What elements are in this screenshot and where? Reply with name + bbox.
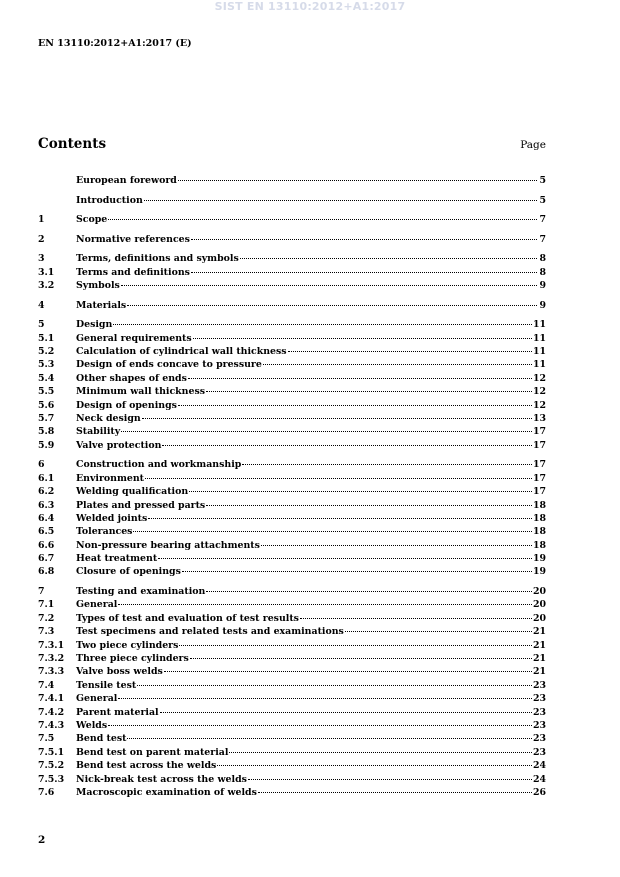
toc-entry-title: General	[76, 693, 118, 705]
toc-entry-page: 20	[532, 612, 546, 624]
toc-entry[interactable]	[38, 773, 546, 786]
toc-entry-title: Non-pressure bearing attachments	[76, 539, 260, 551]
toc-entry-page: 11	[532, 332, 546, 344]
dot-leader	[191, 239, 537, 240]
toc-entry-number: 5.4	[38, 372, 55, 384]
toc-entry-number: 3.2	[38, 280, 55, 292]
toc-entry-number: 5.5	[38, 386, 55, 398]
toc-entry-title: Scope	[76, 214, 108, 226]
toc-entry-number: 2	[38, 233, 45, 245]
toc-entry-number: 7.4.2	[38, 706, 65, 718]
toc-entry-page: 24	[532, 773, 546, 785]
toc-entry[interactable]	[38, 679, 546, 692]
toc-entry-number: 5.7	[38, 412, 55, 424]
dot-leader	[263, 364, 532, 365]
toc-entry-title: Macroscopic examination of welds	[76, 786, 257, 798]
toc-entry[interactable]	[38, 525, 546, 538]
toc-entry-number: 7.4	[38, 679, 55, 691]
toc-entry-number: 6.3	[38, 499, 55, 511]
toc-entry-title: Symbols	[76, 280, 120, 292]
toc-entry-number: 6.7	[38, 553, 55, 565]
toc-entry-page: 8	[539, 253, 546, 265]
toc-entry[interactable]	[38, 194, 546, 207]
toc-entry-title: Valve protection	[76, 439, 162, 451]
toc-entry-page: 18	[532, 526, 546, 538]
dot-leader	[113, 324, 532, 325]
dot-leader	[108, 219, 537, 220]
toc-entry-title: Introduction	[76, 194, 143, 206]
dot-leader	[288, 351, 532, 352]
toc-entry-number: 7.1	[38, 599, 55, 611]
toc-entry-number: 6.4	[38, 512, 55, 524]
toc-entry-page: 12	[532, 386, 546, 398]
dot-leader	[158, 558, 532, 559]
dot-leader	[137, 685, 532, 686]
toc-entry[interactable]	[38, 499, 546, 512]
toc-entry-title: Valve boss welds	[76, 666, 163, 678]
toc-entry-page: 20	[532, 586, 546, 598]
page-column-label: Page	[520, 139, 546, 151]
toc-entry[interactable]	[38, 719, 546, 732]
dot-leader	[133, 531, 531, 532]
toc-entry-title: Closure of openings	[76, 566, 181, 578]
contents-heading: Contents	[38, 136, 107, 152]
toc-entry-number: 7.3.2	[38, 653, 65, 664]
toc-entry-page: 20	[532, 599, 546, 611]
dot-leader	[121, 431, 532, 432]
toc-entry[interactable]	[38, 539, 546, 552]
toc-entry[interactable]	[38, 692, 546, 705]
toc-entry-title: Tolerances	[76, 526, 133, 538]
toc-entry[interactable]	[38, 759, 546, 772]
toc-entry-page: 11	[532, 346, 546, 358]
dot-leader	[193, 338, 532, 339]
toc-entry[interactable]	[38, 665, 546, 678]
toc-entry[interactable]	[38, 279, 546, 292]
toc-entry-title: Construction and workmanship	[76, 459, 242, 471]
toc-entry-page: 7	[539, 233, 546, 245]
toc-entry-title: Bend test on parent material	[76, 746, 229, 758]
toc-entry[interactable]	[38, 399, 546, 412]
dot-leader	[164, 671, 532, 672]
toc-entry[interactable]	[38, 585, 546, 598]
dot-leader	[162, 445, 532, 446]
table-of-contents	[38, 174, 546, 799]
watermark: SIST EN 13110:2012+A1:2017	[214, 0, 406, 13]
toc-entry-page: 12	[532, 372, 546, 384]
toc-entry-number: 5.3	[38, 359, 55, 371]
toc-entry-page: 18	[532, 539, 546, 551]
toc-entry-page: 17	[532, 459, 546, 471]
dot-leader	[160, 712, 532, 713]
toc-entry[interactable]	[38, 266, 546, 279]
toc-entry-page: 18	[532, 499, 546, 511]
dot-leader	[127, 305, 537, 306]
toc-entry-number: 5	[38, 319, 45, 331]
toc-entry[interactable]	[38, 612, 546, 625]
toc-entry[interactable]	[38, 385, 546, 398]
toc-entry[interactable]	[38, 706, 546, 719]
toc-entry-title: Environment	[76, 472, 145, 484]
toc-entry[interactable]	[38, 652, 546, 665]
toc-entry-title: Three piece cylinders	[76, 653, 189, 664]
toc-entry-title: Bend test across the welds	[76, 760, 217, 772]
toc-entry-page: 23	[532, 693, 546, 705]
toc-entry-number: 6.5	[38, 526, 55, 538]
toc-entry-page: 17	[532, 472, 546, 484]
toc-entry[interactable]	[38, 345, 546, 358]
toc-entry-page: 23	[532, 719, 546, 731]
toc-entry-title: Welding qualification	[76, 486, 189, 498]
toc-entry[interactable]	[38, 252, 546, 265]
dot-leader	[178, 180, 537, 181]
toc-entry-number: 5.6	[38, 399, 55, 411]
toc-entry[interactable]	[38, 565, 546, 578]
toc-entry-title: Terms and definitions	[76, 266, 190, 278]
toc-entry-page: 21	[532, 653, 546, 664]
toc-entry-number: 7.3.3	[38, 666, 65, 678]
toc-entry-page: 9	[539, 299, 546, 311]
toc-entry-title: Testing and examination	[76, 586, 206, 598]
toc-entry-number: 1	[38, 214, 45, 226]
toc-entry-page: 17	[532, 486, 546, 498]
toc-entry[interactable]	[38, 213, 546, 226]
toc-entry-page: 21	[532, 626, 546, 638]
toc-entry-number: 6.6	[38, 539, 55, 551]
toc-entry-title: Design	[76, 319, 113, 331]
toc-entry-number: 7.5.2	[38, 760, 65, 772]
toc-entry[interactable]	[38, 458, 546, 471]
toc-entry-number: 5.9	[38, 439, 55, 451]
toc-entry-title: General requirements	[76, 332, 192, 344]
toc-entry-number: 7.3.1	[38, 639, 65, 651]
toc-entry-title: Tensile test	[76, 679, 137, 691]
toc-entry-title: Other shapes of ends	[76, 372, 187, 384]
toc-entry[interactable]	[38, 598, 546, 611]
dot-leader	[127, 738, 532, 739]
toc-entry-title: Plates and pressed parts	[76, 499, 206, 511]
toc-entry-title: Test specimens and related tests and examinations	[76, 626, 344, 638]
dot-leader	[242, 464, 532, 465]
toc-entry-page: 7	[539, 214, 546, 226]
toc-entry-number: 6.8	[38, 566, 55, 578]
toc-entry[interactable]	[38, 412, 546, 425]
toc-entry-number: 7.4.3	[38, 719, 65, 731]
toc-entry-number: 7.2	[38, 612, 55, 624]
toc-entry-number: 7.5.1	[38, 746, 65, 758]
dot-leader	[179, 645, 532, 646]
toc-entry-number: 7.6	[38, 786, 55, 798]
toc-entry[interactable]	[38, 732, 546, 745]
dot-leader	[144, 200, 537, 201]
toc-entry[interactable]	[38, 425, 546, 438]
toc-entry-title: Calculation of cylindrical wall thickness	[76, 346, 287, 358]
toc-entry-title: Design of ends concave to pressure	[76, 359, 262, 371]
toc-entry-number: 5.8	[38, 426, 55, 438]
dot-leader	[206, 591, 532, 592]
toc-entry[interactable]	[38, 472, 546, 485]
toc-entry-title: Welded joints	[76, 512, 148, 524]
toc-entry-title: Nick-break test across the welds	[76, 773, 247, 785]
toc-entry[interactable]	[38, 372, 546, 385]
dot-leader	[142, 418, 532, 419]
dot-leader	[189, 491, 532, 492]
toc-entry-page: 11	[532, 319, 546, 331]
dot-leader	[190, 658, 532, 659]
toc-entry-title: Terms, definitions and symbols	[76, 253, 239, 265]
toc-entry-number: 5.2	[38, 346, 55, 358]
toc-entry-page: 8	[539, 266, 546, 278]
toc-entry-number: 7.4.1	[38, 693, 65, 705]
toc-entry-page: 17	[532, 439, 546, 451]
dot-leader	[188, 378, 532, 379]
toc-entry-number: 6.1	[38, 472, 55, 484]
toc-entry-page: 11	[532, 359, 546, 371]
dot-leader	[121, 285, 537, 286]
toc-entry[interactable]	[38, 174, 546, 187]
toc-entry[interactable]	[38, 358, 546, 371]
toc-entry[interactable]	[38, 512, 546, 525]
toc-entry-title: Stability	[76, 426, 121, 438]
dot-leader	[148, 518, 532, 519]
toc-entry[interactable]	[38, 332, 546, 345]
toc-entry-number: 3	[38, 253, 45, 265]
toc-entry-page: 9	[539, 280, 546, 292]
dot-leader	[108, 725, 532, 726]
dot-leader	[240, 258, 537, 259]
dot-leader	[345, 631, 532, 632]
toc-entry[interactable]	[38, 639, 546, 652]
toc-entry[interactable]	[38, 625, 546, 638]
toc-entry-title: Design of openings	[76, 399, 177, 411]
toc-entry-title: Heat treatment	[76, 553, 158, 565]
toc-entry-page: 5	[539, 194, 546, 206]
dot-leader	[261, 545, 532, 546]
toc-entry-number: 7	[38, 586, 45, 598]
toc-entry-page: 26	[532, 786, 546, 798]
toc-entry-number: 6	[38, 459, 45, 471]
toc-entry[interactable]	[38, 552, 546, 565]
dot-leader	[191, 272, 537, 273]
toc-entry-page: 18	[532, 512, 546, 524]
toc-entry-title: Normative references	[76, 233, 190, 245]
dot-leader	[229, 752, 532, 753]
dot-leader	[248, 779, 532, 780]
toc-entry[interactable]	[38, 746, 546, 759]
dot-leader	[300, 618, 532, 619]
dot-leader	[145, 478, 532, 479]
toc-entry-page: 21	[532, 639, 546, 651]
toc-entry-number: 7.3	[38, 626, 55, 638]
toc-entry-title: European foreword	[76, 175, 177, 186]
toc-entry-page: 13	[532, 412, 546, 424]
dot-leader	[217, 765, 532, 766]
toc-entry[interactable]	[38, 786, 546, 799]
toc-entry-title: Parent material	[76, 706, 159, 718]
toc-entry-page: 23	[532, 746, 546, 758]
toc-entry-title: Bend test	[76, 733, 127, 745]
toc-entry-page: 19	[532, 553, 546, 565]
dot-leader	[118, 698, 532, 699]
document-identifier: EN 13110:2012+A1:2017 (E)	[38, 38, 192, 49]
toc-entry[interactable]	[38, 318, 546, 331]
toc-entry-title: Two piece cylinders	[76, 639, 179, 651]
toc-entry-page: 24	[532, 760, 546, 772]
toc-entry[interactable]	[38, 233, 546, 246]
dot-leader	[118, 604, 532, 605]
dot-leader	[206, 505, 532, 506]
toc-entry-title: Materials	[76, 299, 127, 311]
toc-entry-number: 5.1	[38, 332, 55, 344]
toc-entry[interactable]	[38, 485, 546, 498]
toc-entry-number: 4	[38, 299, 45, 311]
toc-entry-page: 12	[532, 399, 546, 411]
dot-leader	[258, 792, 532, 793]
toc-entry-number: 7.5	[38, 733, 55, 745]
toc-entry-title: General	[76, 599, 118, 611]
toc-entry-number: 7.5.3	[38, 773, 65, 785]
dot-leader	[178, 405, 532, 406]
toc-entry[interactable]	[38, 439, 546, 452]
toc-entry-page: 21	[532, 666, 546, 678]
dot-leader	[182, 571, 532, 572]
toc-entry-number: 6.2	[38, 486, 55, 498]
toc-entry-page: 23	[532, 679, 546, 691]
dot-leader	[206, 391, 532, 392]
toc-entry-title: Minimum wall thickness	[76, 386, 206, 398]
toc-entry-page: 19	[532, 566, 546, 578]
toc-entry-page: 5	[539, 175, 546, 186]
toc-entry-title: Welds	[76, 719, 108, 731]
toc-entry-title: Types of test and evaluation of test results	[76, 612, 299, 624]
toc-entry-page: 17	[532, 426, 546, 438]
toc-entry-page: 23	[532, 706, 546, 718]
toc-entry-number: 3.1	[38, 266, 55, 278]
page-number: 2	[38, 834, 46, 846]
toc-entry-page: 23	[532, 733, 546, 745]
toc-entry[interactable]	[38, 299, 546, 312]
toc-entry-title: Neck design	[76, 412, 141, 424]
